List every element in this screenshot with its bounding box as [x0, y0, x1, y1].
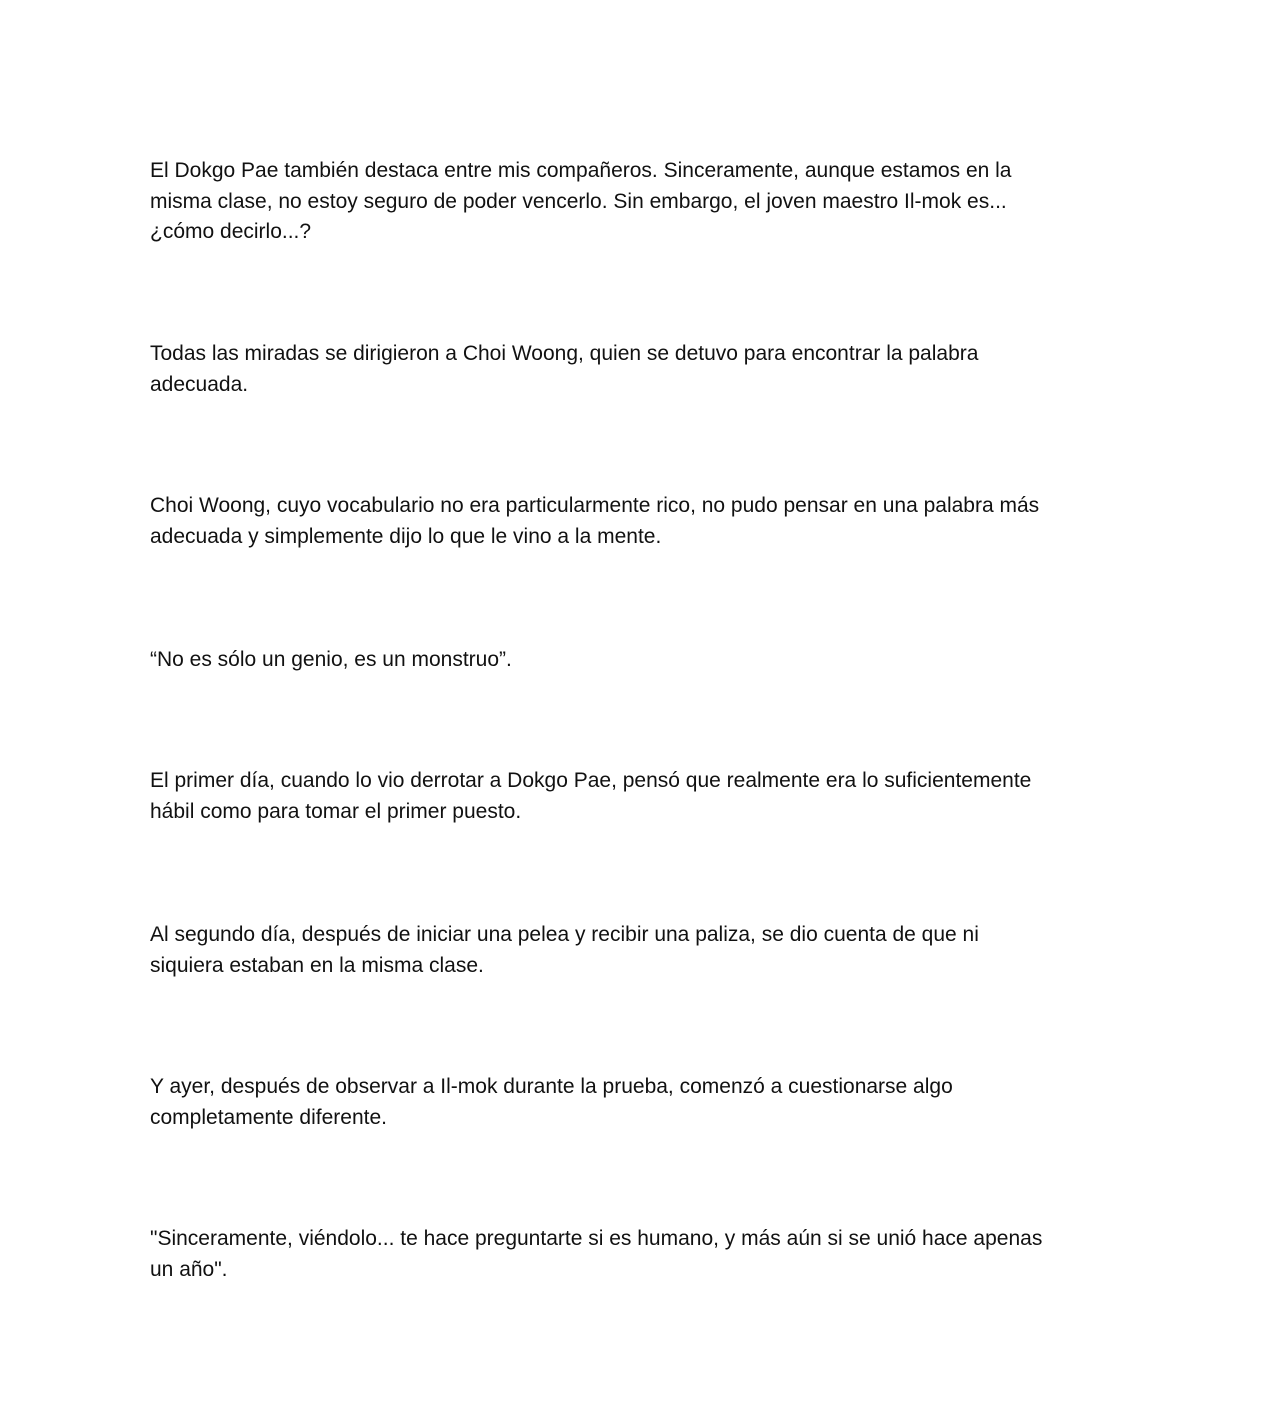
paragraph-6: Al segundo día, después de iniciar una pelea y recibir una paliza, se dio cuenta de que ni siquiera estaban en la misma clase.: [150, 923, 979, 977]
paragraph-1: El Dokgo Pae también destaca entre mis compañeros. Sinceramente, aunque estamos en la misma clase, no estoy seguro de poder vencerlo. Sin embargo, el joven maestro Il-mok es... ¿cómo decirlo...?: [150, 159, 1012, 243]
paragraph-8: "Sinceramente, viéndolo... te hace preguntarte si es humano, y más aún si se unió hace apenas un año".: [150, 1227, 1043, 1281]
paragraph-5: El primer día, cuando lo vio derrotar a Dokgo Pae, pensó que realmente era lo suficientemente hábil como para tomar el primer puesto.: [150, 769, 1032, 823]
paragraph-7: Y ayer, después de observar a Il-mok durante la prueba, comenzó a cuestionarse algo completamente diferente.: [150, 1075, 953, 1129]
paragraph-3: Choi Woong, cuyo vocabulario no era particularmente rico, no pudo pensar en una palabra más adecuada y simplemente dijo lo que le vino a la mente.: [150, 494, 1040, 548]
paragraph-2: Todas las miradas se dirigieron a Choi Woong, quien se detuvo para encontrar la palabra adecuada.: [150, 342, 979, 396]
paragraph-4: “No es sólo un genio, es un monstruo”.: [150, 648, 512, 671]
